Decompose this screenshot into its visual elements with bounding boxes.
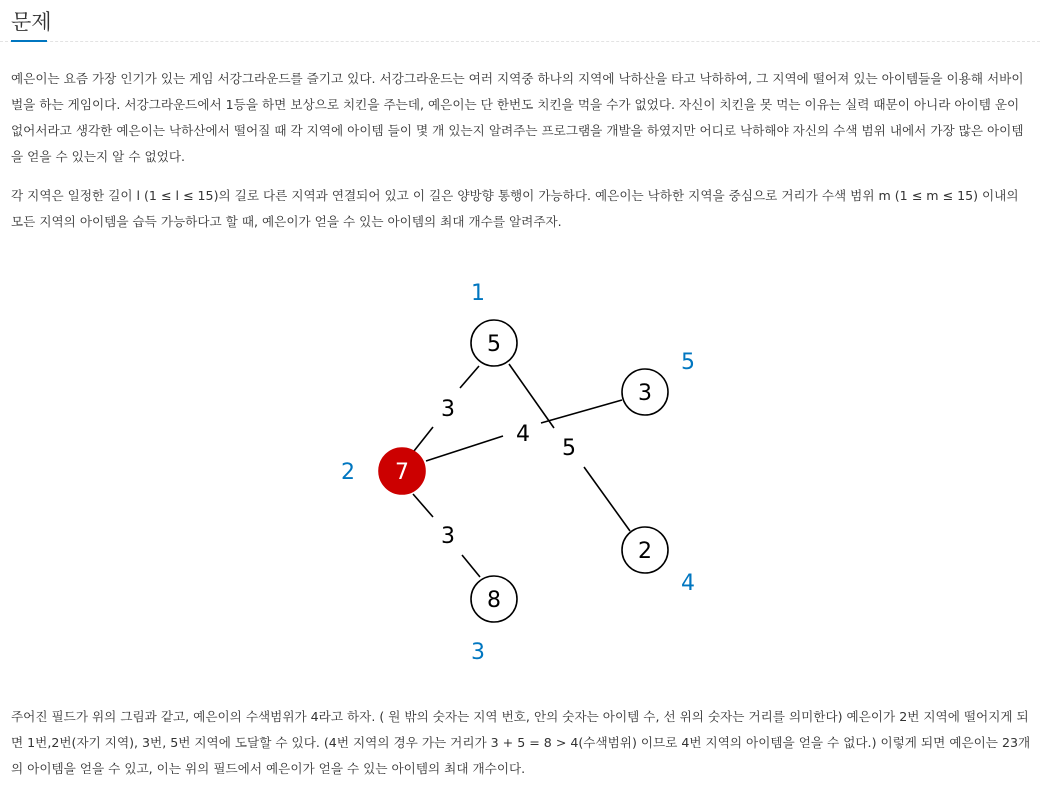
region-label-3: 3 [471, 640, 485, 665]
edge-2-5-segment-b [541, 400, 622, 423]
edge-distance-1-4: 5 [562, 436, 576, 461]
problem-paragraph-2: 각 지역은 일정한 길이 l (1 ≤ l ≤ 15)의 길로 다른 지역과 연결되어 있고 이 길은 양방향 통행이 가능하다. 예은이는 낙하한 지역을 중심으로 거리가 수색 범위 m (1 ≤ m ≤ 15) 이내의 모든 지역의 아이템을 습득 가능하다고 할 때, 예은이가 얻을 수 있는 아이템의 최대 개수를 알려주자. [11, 188, 1019, 229]
edge-1-4-segment-a [509, 364, 554, 428]
node-3-items: 8 [487, 588, 501, 613]
node-1-items: 5 [487, 332, 501, 357]
edge-distance-2-3: 3 [441, 524, 455, 549]
section-title: 문제 [11, 10, 52, 34]
edge-distance-2-5: 4 [516, 422, 530, 447]
edge-distance-1-2: 3 [441, 397, 455, 422]
region-label-2: 2 [341, 460, 355, 485]
region-label-5: 5 [681, 350, 695, 375]
problem-paragraph-1: 예은이는 요즘 가장 인기가 있는 게임 서강그라운드를 즐기고 있다. 서강그라운드는 여러 지역중 하나의 지역에 낙하산을 타고 낙하하여, 그 지역에 떨어져 있는 아이템들을 이용해 서바이벌을 하는 게임이다. 서강그라운드에서 1등을 하면 보상으로 치킨을 주는데, 예은이는 단 한번도 치킨을 먹을 수가 없었다. 자신이 치킨을 못 먹는 이유는 실력 때문이 아니라 아이템 운이 없어서라고 생각한 예은이는 낙하산에서 떨어질 때 각 지역에 아이템 들이 몇 개 있는지 알려주는 프로그램을 개발을 하였지만 어디로 낙하해야 자신의 수색 범위 내에서 가장 많은 아이템을 얻을 수 있는지 알 수 없었다. [11, 71, 1024, 164]
edge-1-2-segment-a [460, 366, 479, 388]
node-2-items: 7 [395, 460, 409, 485]
edge-2-5-segment-a [426, 436, 503, 461]
edge-1-2-segment-b [414, 427, 433, 451]
edge-2-3-segment-a [413, 494, 433, 517]
problem-paragraph-3: 주어진 필드가 위의 그림과 같고, 예은이의 수색범위가 4라고 하자. ( 원 밖의 숫자는 지역 번호, 안의 숫자는 아이템 수, 선 위의 숫자는 거리를 의미한다) 예은이가 2번 지역에 떨어지게 되면 1번,2번(자기 지역), 3번, 5번 지역에 도달할 수 있다. (4번 지역의 경우 가는 거리가 3 + 5 = 8 > 4(수색범위) 이므로 4번 지역의 아이템을 얻을 수 없다.) 이렇게 되면 예은이는 23개의 아이템을 얻을 수 있고, 이는 위의 필드에서 예은이가 얻을 수 있는 아이템의 최대 개수이다. [11, 709, 1031, 776]
region-label-1: 1 [471, 281, 485, 306]
node-4-items: 2 [638, 539, 652, 564]
edge-2-3-segment-b [462, 555, 480, 577]
region-label-4: 4 [681, 571, 695, 596]
node-5-items: 3 [638, 381, 652, 406]
edge-1-4-segment-b [584, 467, 630, 531]
